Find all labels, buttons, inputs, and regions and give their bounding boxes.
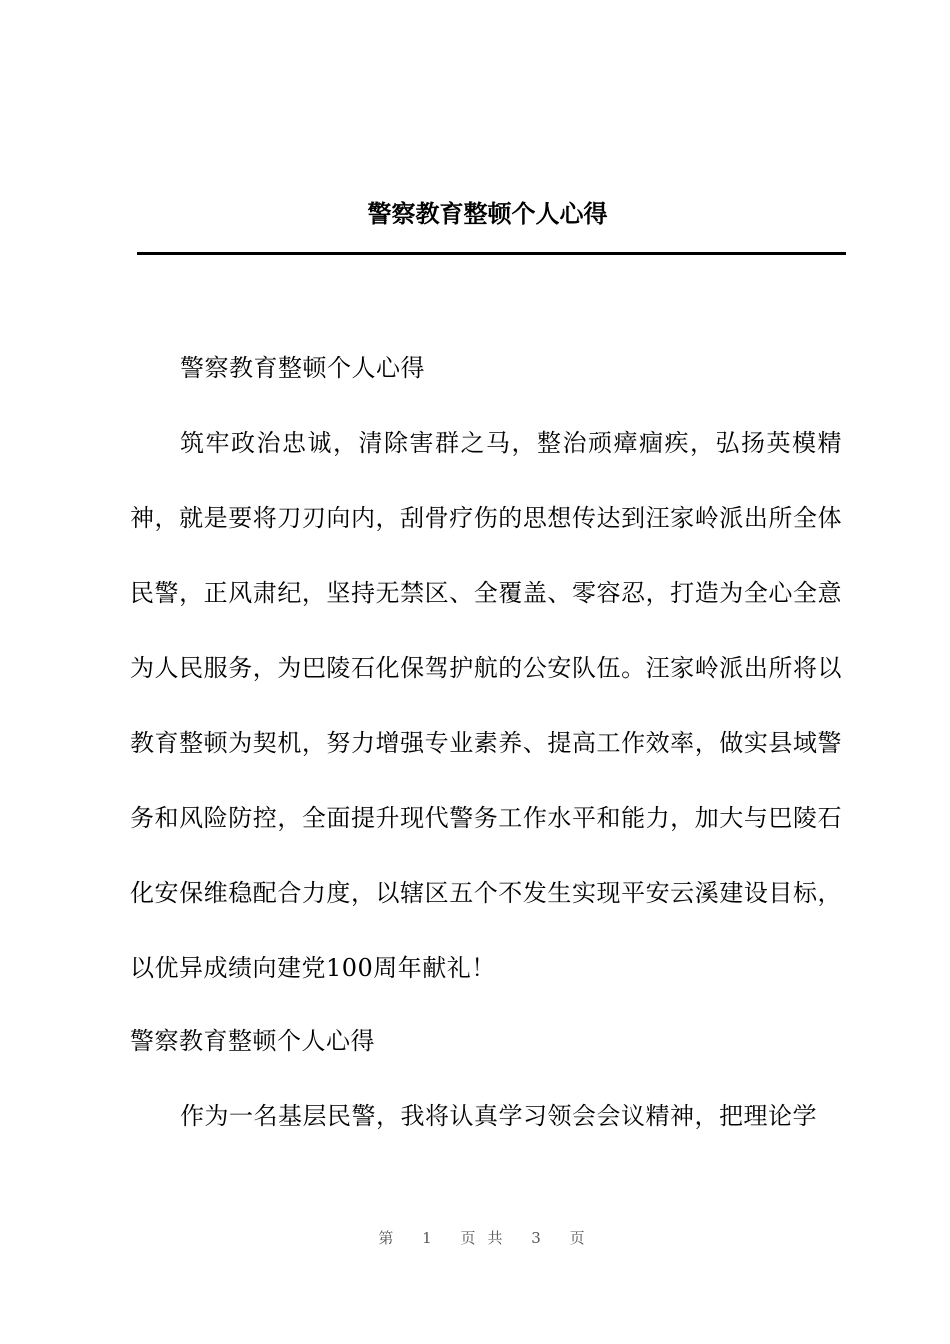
paragraph-heading: 警察教育整顿个人心得 xyxy=(180,354,425,382)
paragraph-body-2: 作为一名基层民警，我将认真学习领会会议精神，把理论学 xyxy=(180,1102,817,1130)
paragraph-body: 筑牢政治忠诚，清除害群之马，整治顽瘴痼疾，弘扬英模精神，就是要将刀刃向内，刮骨疗伤的思想传达到汪家岭派出所全体民警，正风肃纪，坚持无禁区、全覆盖、零容忍，打造为全心全意为人民服务，为巴陵石化保驾护航的公安队伍。汪家岭派出所将以教育整顿为契机，努力增强专业素养、提高工作效率，做实县域警务和风险防控，全面提升现代警务工作水平和能力，加大与巴陵石化安保维稳配合力度，以辖区五个不发生实现平安云溪建设目标，以优异成绩向建党100周年献礼！ xyxy=(130,429,842,982)
page-title: 警察教育整顿个人心得 xyxy=(367,200,608,228)
title-divider xyxy=(137,252,846,255)
paragraph-heading-2: 警察教育整顿个人心得 xyxy=(130,1027,375,1055)
page-number: 第 1 页共 3 页 xyxy=(378,1229,597,1247)
